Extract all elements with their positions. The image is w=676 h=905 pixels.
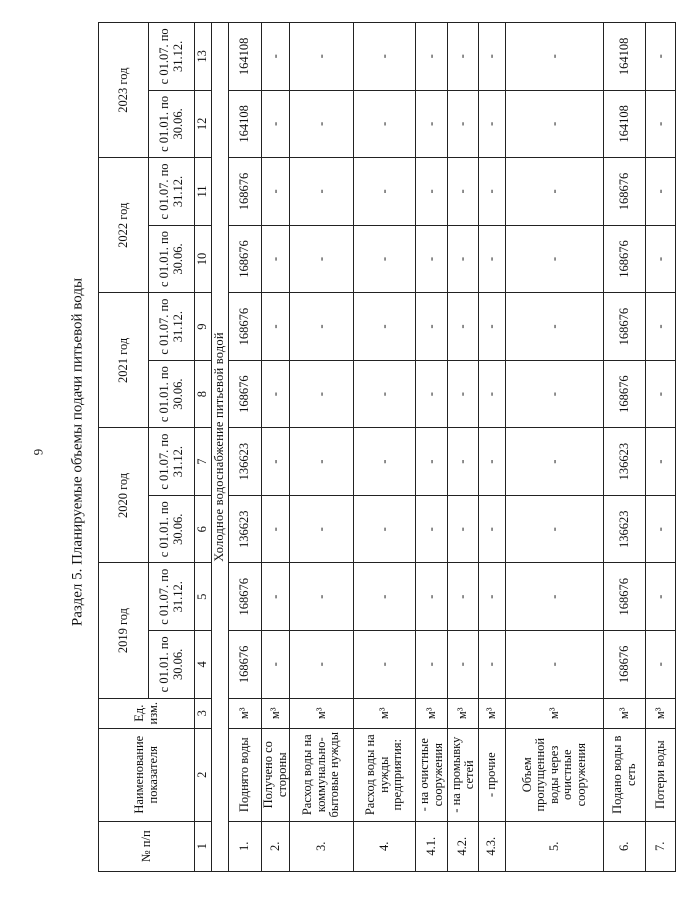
row-value: - <box>290 293 354 361</box>
row-number: 4.1. <box>416 821 448 871</box>
row-value: 168676 <box>604 360 646 428</box>
header-year-2021: 2021 год <box>99 293 149 428</box>
row-value: - <box>448 293 479 361</box>
row-value: 164108 <box>604 23 646 91</box>
row-value: - <box>479 23 506 91</box>
row-value: - <box>646 225 676 293</box>
column-number-row <box>195 23 212 872</box>
row-value: - <box>354 428 416 496</box>
row-number: 4.3. <box>479 821 506 871</box>
row-value: - <box>262 428 290 496</box>
column-number: 8 <box>195 360 212 428</box>
row-value: - <box>506 563 604 631</box>
row-value: - <box>448 495 479 563</box>
water-supply-table <box>98 22 676 872</box>
row-value: - <box>479 495 506 563</box>
row-name: Потери воды <box>646 728 676 821</box>
row-value: - <box>506 293 604 361</box>
row-value: 164108 <box>229 90 262 158</box>
row-value: - <box>448 428 479 496</box>
row-value: - <box>479 563 506 631</box>
header-period-h2: с 01.07. по 31.12. <box>149 428 195 496</box>
row-value: - <box>416 495 448 563</box>
row-value: - <box>290 563 354 631</box>
row-value: - <box>262 158 290 226</box>
column-number: 3 <box>195 698 212 728</box>
row-value: - <box>416 631 448 699</box>
rotated-table-container <box>98 22 667 872</box>
row-value: 168676 <box>229 293 262 361</box>
header-year-2020: 2020 год <box>99 428 149 563</box>
row-value: 168676 <box>229 225 262 293</box>
row-name: Получено со стороны <box>262 728 290 821</box>
column-number: 5 <box>195 563 212 631</box>
row-value: - <box>262 631 290 699</box>
header-period-h1: с 01.01. по 30.06. <box>149 225 195 293</box>
row-value: - <box>262 293 290 361</box>
column-number: 9 <box>195 293 212 361</box>
row-value: - <box>354 90 416 158</box>
row-value: 168676 <box>604 158 646 226</box>
table-row <box>506 23 604 872</box>
row-value: - <box>448 360 479 428</box>
row-value: - <box>646 631 676 699</box>
row-unit: м³ <box>604 698 646 728</box>
row-value: - <box>646 563 676 631</box>
row-value: 168676 <box>604 563 646 631</box>
header-year-2022: 2022 год <box>99 158 149 293</box>
row-value: - <box>506 360 604 428</box>
row-value: 168676 <box>229 158 262 226</box>
row-value: - <box>290 360 354 428</box>
row-name: Поднято воды <box>229 728 262 821</box>
header-no: № п/п <box>99 821 195 871</box>
row-value: - <box>479 631 506 699</box>
row-value: - <box>479 158 506 226</box>
row-value: - <box>290 158 354 226</box>
row-value: - <box>416 158 448 226</box>
row-value: - <box>262 23 290 91</box>
column-number: 12 <box>195 90 212 158</box>
row-value: 136623 <box>229 495 262 563</box>
row-number: 7. <box>646 821 676 871</box>
row-value: 168676 <box>604 631 646 699</box>
column-number: 7 <box>195 428 212 496</box>
table-row <box>604 23 646 872</box>
header-period-h1: с 01.01. по 30.06. <box>149 495 195 563</box>
row-value: - <box>354 631 416 699</box>
header-year-2019: 2019 год <box>99 563 149 698</box>
row-name: - на промывку сетей <box>448 728 479 821</box>
table-row <box>416 23 448 872</box>
row-value: 168676 <box>604 225 646 293</box>
row-value: - <box>354 23 416 91</box>
column-number: 4 <box>195 631 212 699</box>
column-number: 2 <box>195 728 212 821</box>
row-name: Расход воды на коммунально-бытовые нужды <box>290 728 354 821</box>
table-row <box>290 23 354 872</box>
section-label: Холодное водоснабжение питьевой водой <box>212 23 229 872</box>
row-value: 168676 <box>229 631 262 699</box>
row-value: - <box>416 563 448 631</box>
row-value: - <box>646 495 676 563</box>
row-value: 136623 <box>604 428 646 496</box>
row-value: - <box>448 158 479 226</box>
row-value: - <box>506 158 604 226</box>
row-value: - <box>290 428 354 496</box>
row-value: - <box>354 293 416 361</box>
row-value: - <box>479 293 506 361</box>
section-title: Раздел 5. Планируемые объемы подачи питьевой воды <box>69 277 86 627</box>
row-value: - <box>448 225 479 293</box>
row-value: - <box>448 563 479 631</box>
header-period-h2: с 01.07. по 31.12. <box>149 293 195 361</box>
row-value: 168676 <box>229 360 262 428</box>
row-name: Подано воды в сеть <box>604 728 646 821</box>
column-number: 6 <box>195 495 212 563</box>
row-value: - <box>479 225 506 293</box>
header-unit: Ед. изм. <box>99 698 195 728</box>
row-name: Расход воды на нужды предприятия: <box>354 728 416 821</box>
header-period-h1: с 01.01. по 30.06. <box>149 360 195 428</box>
row-value: 136623 <box>229 428 262 496</box>
row-name: - на очистные сооружения <box>416 728 448 821</box>
row-value: - <box>646 293 676 361</box>
row-value: - <box>479 90 506 158</box>
row-value: - <box>416 360 448 428</box>
header-period-h1: с 01.01. по 30.06. <box>149 631 195 699</box>
row-value: - <box>646 90 676 158</box>
header-row-years <box>99 23 149 872</box>
row-value: - <box>506 225 604 293</box>
row-name: - прочие <box>479 728 506 821</box>
row-value: - <box>262 90 290 158</box>
table-row <box>262 23 290 872</box>
column-number: 11 <box>195 158 212 226</box>
table-row <box>229 23 262 872</box>
row-value: - <box>506 428 604 496</box>
row-value: - <box>448 90 479 158</box>
table-row <box>479 23 506 872</box>
row-value: - <box>506 90 604 158</box>
column-number: 10 <box>195 225 212 293</box>
row-unit: м³ <box>479 698 506 728</box>
row-number: 2. <box>262 821 290 871</box>
row-value: - <box>479 360 506 428</box>
row-value: - <box>354 158 416 226</box>
row-value: - <box>262 563 290 631</box>
row-value: - <box>354 225 416 293</box>
column-number: 13 <box>195 23 212 91</box>
row-value: - <box>416 293 448 361</box>
row-value: - <box>290 495 354 563</box>
row-unit: м³ <box>646 698 676 728</box>
header-period-h2: с 01.07. по 31.12. <box>149 158 195 226</box>
row-unit: м³ <box>262 698 290 728</box>
row-unit: м³ <box>506 698 604 728</box>
row-unit: м³ <box>354 698 416 728</box>
page-number: 6 <box>31 448 46 456</box>
row-number: 4. <box>354 821 416 871</box>
header-period-h2: с 01.07. по 31.12. <box>149 563 195 631</box>
row-value: - <box>646 23 676 91</box>
row-value: - <box>506 23 604 91</box>
row-value: - <box>416 225 448 293</box>
row-unit: м³ <box>229 698 262 728</box>
row-value: 164108 <box>229 23 262 91</box>
row-value: - <box>262 360 290 428</box>
header-period-h1: с 01.01. по 30.06. <box>149 90 195 158</box>
row-unit: м³ <box>448 698 479 728</box>
row-number: 5. <box>506 821 604 871</box>
row-value: 164108 <box>604 90 646 158</box>
table-row <box>646 23 676 872</box>
column-number: 1 <box>195 821 212 871</box>
row-value: 136623 <box>604 495 646 563</box>
row-value: - <box>506 495 604 563</box>
row-value: - <box>448 23 479 91</box>
row-number: 4.2. <box>448 821 479 871</box>
row-unit: м³ <box>416 698 448 728</box>
row-value: - <box>262 225 290 293</box>
table-row <box>354 23 416 872</box>
row-value: - <box>262 495 290 563</box>
row-value: - <box>646 428 676 496</box>
row-value: 168676 <box>229 563 262 631</box>
header-name: Наименование показателя <box>99 728 195 821</box>
row-number: 3. <box>290 821 354 871</box>
row-value: - <box>290 23 354 91</box>
row-value: - <box>290 225 354 293</box>
row-value: - <box>506 631 604 699</box>
row-value: - <box>416 90 448 158</box>
header-period-h2: с 01.07. по 31.12. <box>149 23 195 91</box>
row-value: - <box>646 158 676 226</box>
row-value: - <box>448 631 479 699</box>
row-value: - <box>290 631 354 699</box>
row-value: - <box>354 563 416 631</box>
table-row <box>448 23 479 872</box>
header-year-2023: 2023 год <box>99 23 149 158</box>
section-row <box>212 23 229 872</box>
row-value: - <box>416 23 448 91</box>
row-value: - <box>416 428 448 496</box>
row-value: 168676 <box>604 293 646 361</box>
row-value: - <box>290 90 354 158</box>
row-number: 6. <box>604 821 646 871</box>
row-number: 1. <box>229 821 262 871</box>
row-value: - <box>354 360 416 428</box>
row-value: - <box>646 360 676 428</box>
row-value: - <box>479 428 506 496</box>
row-name: Объем пропущенной воды через очистные сооружения <box>506 728 604 821</box>
row-value: - <box>354 495 416 563</box>
row-unit: м³ <box>290 698 354 728</box>
